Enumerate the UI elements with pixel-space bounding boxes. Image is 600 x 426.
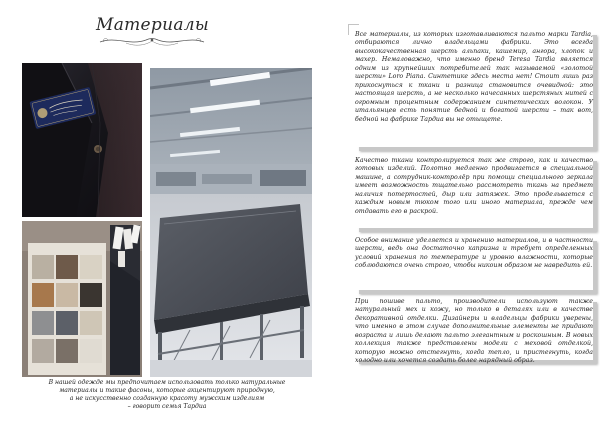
jacket-label-photo (22, 63, 142, 217)
ornament-flourish-icon (96, 34, 208, 48)
fabric-inspection-factory-photo (150, 68, 312, 377)
page-title: Материалы (96, 15, 210, 35)
caption-line: В нашей одежде мы предпочитаем использовать только натуральные (48, 379, 286, 386)
caption-line: – говорит семья Тардиа (127, 403, 207, 411)
caption-line: а не искусственно созданную красоту мужским изделиям (69, 395, 265, 403)
fabric-swatch-book-photo (22, 221, 142, 377)
text-block-storage (355, 237, 593, 290)
text-block-fur-and-leather (355, 298, 593, 365)
paragraph: Все материалы, из которых изготавливаются пальто марки Tardia, отбираются лично владельцами фабрики. Это всегда высококачественная шерсть альпаки, кашемир, ангора, хлопок и махер. Немаловажно, что именно бренд Teresa Tardia является одним из крупнейших потребителей так называемой «золотой шерсти» Loro Piana. Синтетике здесь места нет! Стоит лишь раз прикоснуться к ткани и разница становится очевидной: это настоящая шерсть, а не несколько начесанных шерстяных нитей с огромным процентным содержанием синтетических волокон. У итальянцев есть понятие бедной и богатой шерсти – так вот, бедной на фабрике Тардиа вы не отыщете. (355, 31, 593, 123)
text-block-materials (355, 31, 593, 147)
paragraph: При пошиве пальто, производители используют также натуральный мех и кожу, но только в деталях или в качестве декоративной отделки. Дизайнеры и владельцы фабрики уверены, что именно в этом случае дополнительные элементы не придают возраста и лишь делают пальто элегантным и роскошным. В новых коллекция также представлены модели с меховой отделкой, которую можно отстегнуть, когда тепло, и пристегнуть, когда холодно или хочется создать более нарядный образ. (355, 298, 593, 365)
photo-caption (22, 379, 312, 411)
paragraph: Особое внимание уделяется и хранению материалов, и в частности шерсти, ведь она достаточно капризна и требует определенных условий хранения по температуре и уровню влажности, которые соблюдаются очень строго, чтобы никоим образом не навредить ей. (355, 237, 593, 270)
caption-line: материалы и такие фасоны, которые акцентируют природную, (59, 387, 275, 395)
text-block-quality-control (355, 157, 593, 228)
paragraph: Качество ткани контролируется так же строго, как и качество готовых изделий. Полотно медленно продвигается в специальной машине, а сотрудник-контролёр при помощи специального зеркала имеет возможность тщательно рассмотреть ткань на предмет наличия потертостей, дыр или затяжек. Это продельвается с каждым новым тюком того или иного материала, прежде чем отдавать его в раскрой. (355, 157, 593, 215)
